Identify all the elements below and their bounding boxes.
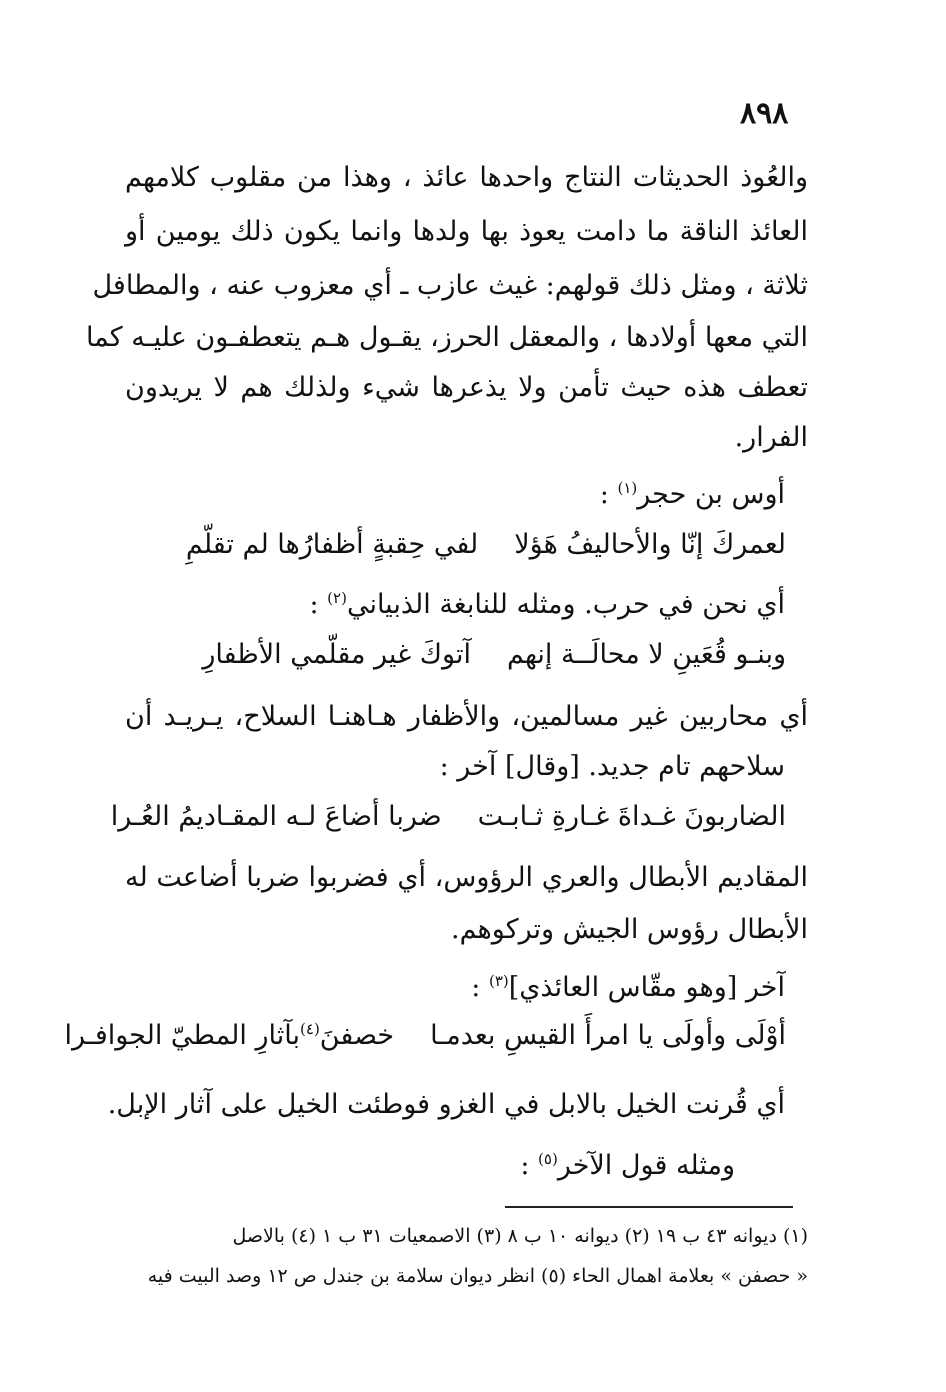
verse-intro bbox=[125, 585, 785, 625]
footnote-separator bbox=[505, 1206, 793, 1208]
verse-intro bbox=[125, 968, 785, 1008]
page-number: ٨٩٨ bbox=[740, 96, 789, 131]
second-hemistich-part: خصفنَ bbox=[319, 1020, 395, 1051]
paragraph-line: الأبطال رؤوس الجيش وتركوهم. bbox=[451, 914, 808, 945]
paragraph-line: تعطف هذه حيث تأمن ولا يذعرها شيء ولذلك هم لا يريدون bbox=[125, 372, 808, 403]
second-hemistich: آتوكَ غير مقلّمي الأظفارِ bbox=[202, 639, 471, 670]
verse-line bbox=[111, 797, 786, 837]
second-hemistich bbox=[65, 1016, 395, 1056]
paragraph-line: ثلاثة ، ومثل ذلك قولهم: غيث عازب ـ أي معزوب عنه ، والمطافل bbox=[92, 270, 808, 301]
paragraph-line: العائذ الناقة ما دامت يعوذ بها ولدها وانما يكون ذلك يومين أو bbox=[125, 216, 808, 247]
footnote-line: « حصفن » بعلامة اهمال الحاء (٥) انظر ديوان سلامة بن جندل ص ١٢ وصد البيت فيه bbox=[147, 1265, 808, 1287]
verse-intro-colon: : bbox=[599, 479, 618, 510]
verse-intro-colon: : bbox=[471, 972, 489, 1003]
paragraph-line: أي قُرنت الخيل بالابل في الغزو فوطئت الخيل على آثار الإبل. bbox=[107, 1089, 785, 1120]
footnote-marker: (٤) bbox=[300, 1020, 320, 1038]
first-hemistich: وبنـو قُعَينِ لا محالَــة إنهم bbox=[507, 639, 786, 670]
footnote-marker: (١) bbox=[617, 479, 638, 497]
verse-intro-text: آخر [وهو مقّاس العائذي] bbox=[508, 972, 785, 1003]
footnote-marker: (٢) bbox=[327, 589, 347, 607]
paragraph-line: سلاحهم تام جديد. [وقال] آخر : bbox=[439, 751, 785, 782]
verse-line bbox=[186, 525, 786, 565]
verse-line bbox=[202, 635, 786, 675]
paragraph-line: المقاديم الأبطال والعري الرؤوس، أي فضربوا ضربا أضاعت له bbox=[125, 862, 808, 893]
paragraph-line: والعُوذ الحديثات النتاج واحدها عائذ ، وهذا من مقلوب كلامهم bbox=[125, 162, 808, 193]
verse-intro bbox=[125, 475, 785, 515]
second-hemistich: لفي حِقبةٍ أظفارُها لم تقلّمِ bbox=[185, 529, 479, 560]
verse-intro-colon: : bbox=[520, 1150, 539, 1181]
verse-intro-text: أي نحن في حرب. ومثله للنابغة الذبياني bbox=[346, 589, 785, 620]
footnote-marker: (٥) bbox=[538, 1150, 558, 1168]
verse-line bbox=[65, 1016, 786, 1056]
second-hemistich: ضربا أضاعَ لـه المقـاديمُ العُـرا bbox=[110, 801, 442, 832]
verse-intro-text: ومثله قول الآخر bbox=[557, 1150, 735, 1181]
footnote-line: (١) ديوانه ٤٣ ب ١٩ (٢) ديوانه ١٠ ب ٨ (٣) الاصمعيات ٣١ ب ١ (٤) بالاصل bbox=[232, 1225, 808, 1247]
second-hemistich-part: بآثارِ المطيّ الجوافـرا bbox=[64, 1020, 301, 1051]
paragraph-line: الفرار. bbox=[734, 422, 808, 453]
paragraph-line: التي معها أولادها ، والمعقل الحرز، يقـول هـم يتعطفـون عليـه كما bbox=[85, 322, 808, 353]
first-hemistich: أوْلَى وأولَى يا امرأَ القيسِ بعدمـا bbox=[430, 1020, 786, 1051]
first-hemistich: لعمركَ إنّا والأحاليفُ هَؤلا bbox=[514, 529, 786, 560]
footnote-marker: (٣) bbox=[488, 972, 509, 990]
verse-intro-colon: : bbox=[309, 589, 328, 620]
paragraph-line: أي محاربين غير مسالمين، والأظفار هـاهنـا السلاح، يـريـد أن bbox=[125, 701, 808, 732]
verse-intro bbox=[125, 1146, 735, 1186]
first-hemistich: الضاربونَ غـداةَ غـارةِ ثـابـت bbox=[477, 801, 786, 832]
verse-intro-text: أوس بن حجر bbox=[637, 479, 785, 510]
